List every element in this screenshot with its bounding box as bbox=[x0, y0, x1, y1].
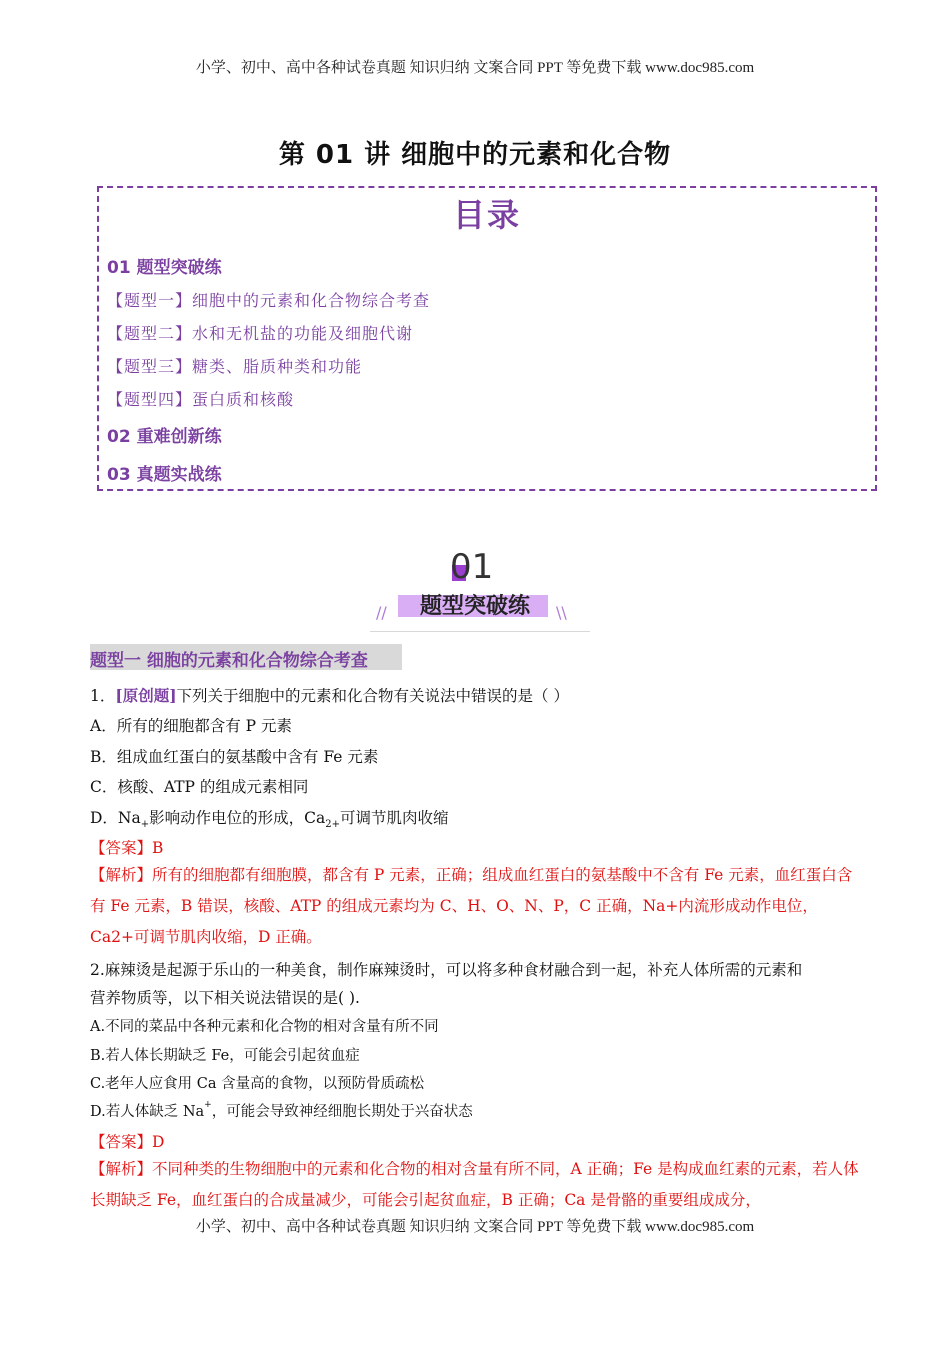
banner-number: 01 bbox=[450, 547, 494, 587]
q1-d-post: 可调节肌肉收缩 bbox=[339, 809, 449, 827]
banner-right-deco: \\ bbox=[556, 603, 567, 622]
q2-option-d bbox=[90, 1100, 473, 1121]
toc-section-3[interactable]: 03 真题实战练 bbox=[107, 465, 222, 485]
page-footer: 小学、初中、高中各种试卷真题 知识归纳 文案合同 PPT 等免费下载 www.doc985.com bbox=[195, 1219, 755, 1235]
q2-analysis: 【解析】不同种类的生物细胞中的元素和化合物的相对含量有所不同，A 正确；Fe 是构成血红素的元素，若人体长期缺乏 Fe，血红蛋白的合成量减少，可能会引起贫血症，B 正确；Ca 是骨骼的重要组成成分， bbox=[90, 1160, 859, 1209]
toc-heading: 目录 bbox=[452, 196, 521, 234]
q1-analysis: 【解析】所有的细胞都有细胞膜，都含有 P 元素，正确；组成血红蛋白的氨基酸中不含有 Fe 元素，血红蛋白含有 Fe 元素，B 错误，核酸、ATP 的组成元素均为 C、H、O、N、P，C 正确，Na+内流形成动作电位，Ca2+可调节肌肉收缩，D 正确。 bbox=[90, 866, 853, 946]
q2-option-b: B.若人体长期缺乏 Fe，可能会引起贫血症 bbox=[90, 1048, 360, 1064]
q1-tag: [原创题] bbox=[115, 686, 177, 705]
banner-label: 题型突破练 bbox=[419, 594, 530, 619]
section-banner bbox=[370, 545, 580, 635]
toc-item-type4[interactable]: 【题型四】蛋白质和核酸 bbox=[107, 390, 295, 409]
q1-answer: 【答案】B bbox=[90, 839, 164, 857]
toc-item-type1[interactable]: 【题型一】细胞中的元素和化合物综合考查 bbox=[107, 291, 431, 310]
section-title: 题型一 细胞的元素和化合物综合考查 bbox=[90, 651, 368, 671]
q1-option-c: C．核酸、ATP 的组成元素相同 bbox=[90, 778, 309, 796]
toc-section-2[interactable]: 02 重难创新练 bbox=[107, 427, 222, 447]
q1-d-sup2: 2+ bbox=[325, 819, 340, 831]
banner-left-deco: // bbox=[376, 603, 387, 622]
q2-answer: 【答案】D bbox=[90, 1133, 165, 1151]
q1-num: 1． bbox=[90, 687, 116, 705]
page-header: 小学、初中、高中各种试卷真题 知识归纳 文案合同 PPT 等免费下载 www.doc985.com bbox=[195, 60, 755, 76]
q1-stem bbox=[90, 684, 569, 706]
toc-item-type2[interactable]: 【题型二】水和无机盐的功能及细胞代谢 bbox=[107, 324, 414, 343]
q2-stem-line2: 营养物质等，以下相关说法错误的是( ). bbox=[90, 989, 360, 1007]
q1-option-b: B．组成血红蛋白的氨基酸中含有 Fe 元素 bbox=[90, 748, 379, 766]
q1-option-d bbox=[90, 806, 449, 830]
q1-d-sup1: + bbox=[140, 819, 150, 831]
q2-stem-line1: 2.麻辣烫是起源于乐山的一种美食，制作麻辣烫时，可以将多种食材融合到一起，补充人体所需的元素和 bbox=[90, 961, 803, 979]
q1-option-a: A．所有的细胞都含有 P 元素 bbox=[90, 717, 292, 735]
q2-d-sup: + bbox=[204, 1100, 212, 1110]
q1-stem-text: 下列关于细胞中的元素和化合物有关说法中错误的是（ ） bbox=[176, 687, 569, 705]
q2-d-post: ，可能会导致神经细胞长期处于兴奋状态 bbox=[211, 1104, 473, 1120]
page-title: 第 01 讲 细胞中的元素和化合物 bbox=[278, 140, 672, 170]
q2-option-c: C.老年人应食用 Ca 含量高的食物，以预防骨质疏松 bbox=[90, 1076, 425, 1092]
q2-option-a: A.不同的菜品中各种元素和化合物的相对含量有所不同 bbox=[90, 1019, 439, 1035]
q2-d-pre: D.若人体缺乏 Na bbox=[90, 1104, 205, 1120]
banner-underline bbox=[370, 631, 590, 632]
q1-d-mid: 影响动作电位的形成，Ca bbox=[149, 809, 326, 827]
toc-section-1[interactable]: 01 题型突破练 bbox=[107, 258, 222, 278]
toc-item-type3[interactable]: 【题型三】糖类、脂质种类和功能 bbox=[107, 357, 363, 376]
q1-d-pre: D．Na bbox=[90, 809, 141, 827]
